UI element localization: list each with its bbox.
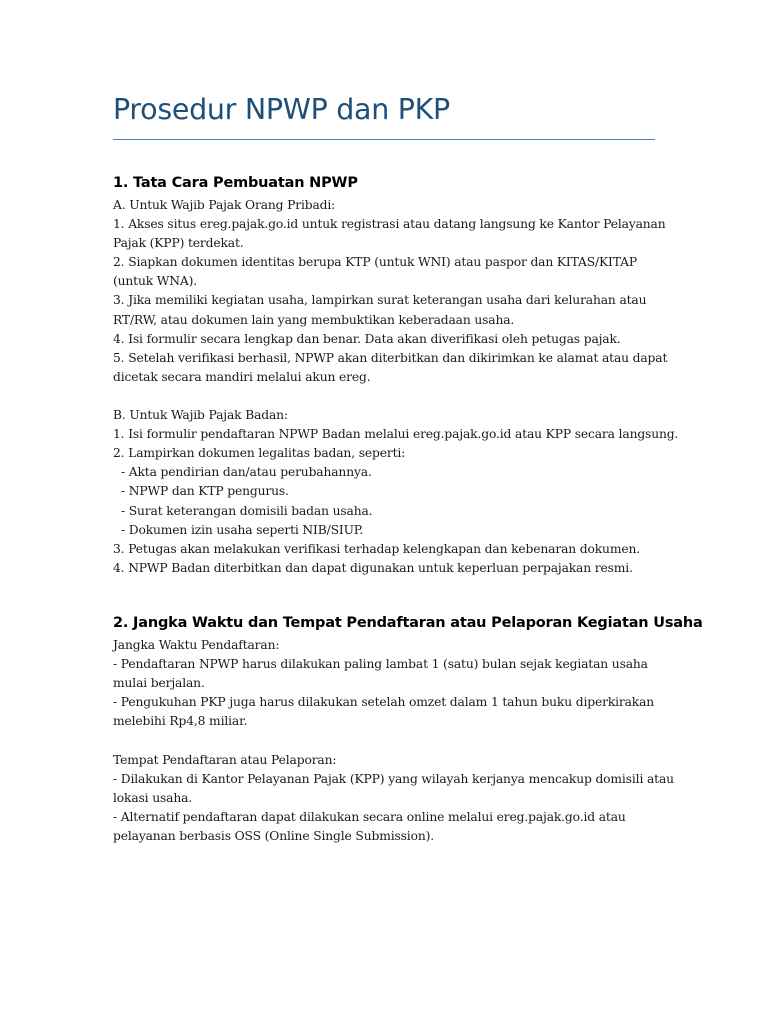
period-label: Jangka Waktu Pendaftaran:	[113, 638, 280, 652]
step-line-continued: dicetak secara mandiri melalui akun ereg.	[113, 369, 371, 384]
document-list-item: - Surat keterangan domisili badan usaha.	[121, 503, 373, 518]
bullet-line: - Pendaftaran NPWP harus dilakukan paling lambat 1 (satu) bulan sejak kegiatan usaha	[113, 657, 648, 672]
paragraph-gap	[113, 731, 658, 750]
document-list-item: - Dokumen izin usaha seperti NIB/SIUP.	[121, 522, 364, 537]
document-list-item: - Akta pendirian dan/atau perubahannya.	[121, 465, 372, 480]
bullet-line: - Alternatif pendaftaran dapat dilakukan secara online melalui ereg.pajak.go.id atau	[113, 809, 626, 824]
bullet-line-continued: pelayanan berbasis OSS (Online Single Submission).	[113, 828, 435, 843]
bullet-line: - Pengukuhan PKP juga harus dilakukan setelah omzet dalam 1 tahun buku diperkirakan	[113, 695, 655, 710]
step-line: 4. NPWP Badan diterbitkan dan dapat digunakan untuk keperluan perpajakan resmi.	[113, 560, 633, 575]
section-body	[113, 196, 679, 578]
step-line: 1. Isi formulir pendaftaran NPWP Badan melalui ereg.pajak.go.id atau KPP secara langsung.	[113, 427, 679, 442]
document-list-item: - NPWP dan KTP pengurus.	[121, 484, 289, 499]
section-npwp-procedure	[113, 172, 679, 578]
bullet-line-continued: melebihi Rp4,8 miliar.	[113, 714, 248, 729]
title-underline	[113, 139, 655, 140]
bullet-line-continued: mulai berjalan.	[113, 676, 205, 691]
bullet-line: - Dilakukan di Kantor Pelayanan Pajak (KPP) yang wilayah kerjanya mencakup domisili atau	[113, 771, 674, 786]
paragraph-gap	[113, 387, 658, 406]
step-line-continued: Pajak (KPP) terdekat.	[113, 236, 244, 251]
step-line: 5. Setelah verifikasi berhasil, NPWP akan diterbitkan dan dikirimkan ke alamat atau dapat	[113, 350, 668, 365]
document-title: Prosedur NPWP dan PKP	[113, 93, 450, 126]
part-b-label: B. Untuk Wajib Pajak Badan:	[113, 408, 288, 423]
part-a-label: A. Untuk Wajib Pajak Orang Pribadi:	[113, 198, 336, 212]
step-line: 2. Siapkan dokumen identitas berupa KTP (untuk WNI) atau paspor dan KITAS/KITAP	[113, 255, 637, 270]
step-line: 4. Isi formulir secara lengkap dan benar. Data akan diverifikasi oleh petugas pajak.	[113, 331, 621, 346]
step-line: 1. Akses situs ereg.pajak.go.id untuk registrasi atau datang langsung ke Kantor Pelayanan	[113, 217, 666, 232]
step-line-continued: RT/RW, atau dokumen lain yang membuktikan keberadaan usaha.	[113, 312, 515, 327]
section-body	[113, 636, 674, 846]
step-line: 3. Jika memiliki kegiatan usaha, lampirkan surat keterangan usaha dari kelurahan atau	[113, 293, 647, 308]
step-line-continued: (untuk WNA).	[113, 274, 198, 289]
section-registration-period-place	[113, 612, 703, 846]
bullet-line-continued: lokasi usaha.	[113, 790, 193, 805]
section-heading: 1. Tata Cara Pembuatan NPWP	[113, 175, 358, 191]
section-heading: 2. Jangka Waktu dan Tempat Pendaftaran atau Pelaporan Kegiatan Usaha	[113, 615, 703, 631]
step-line: 2. Lampirkan dokumen legalitas badan, seperti:	[113, 446, 406, 461]
place-label: Tempat Pendaftaran atau Pelaporan:	[113, 752, 337, 767]
step-line: 3. Petugas akan melakukan verifikasi terhadap kelengkapan dan kebenaran dokumen.	[113, 541, 640, 556]
